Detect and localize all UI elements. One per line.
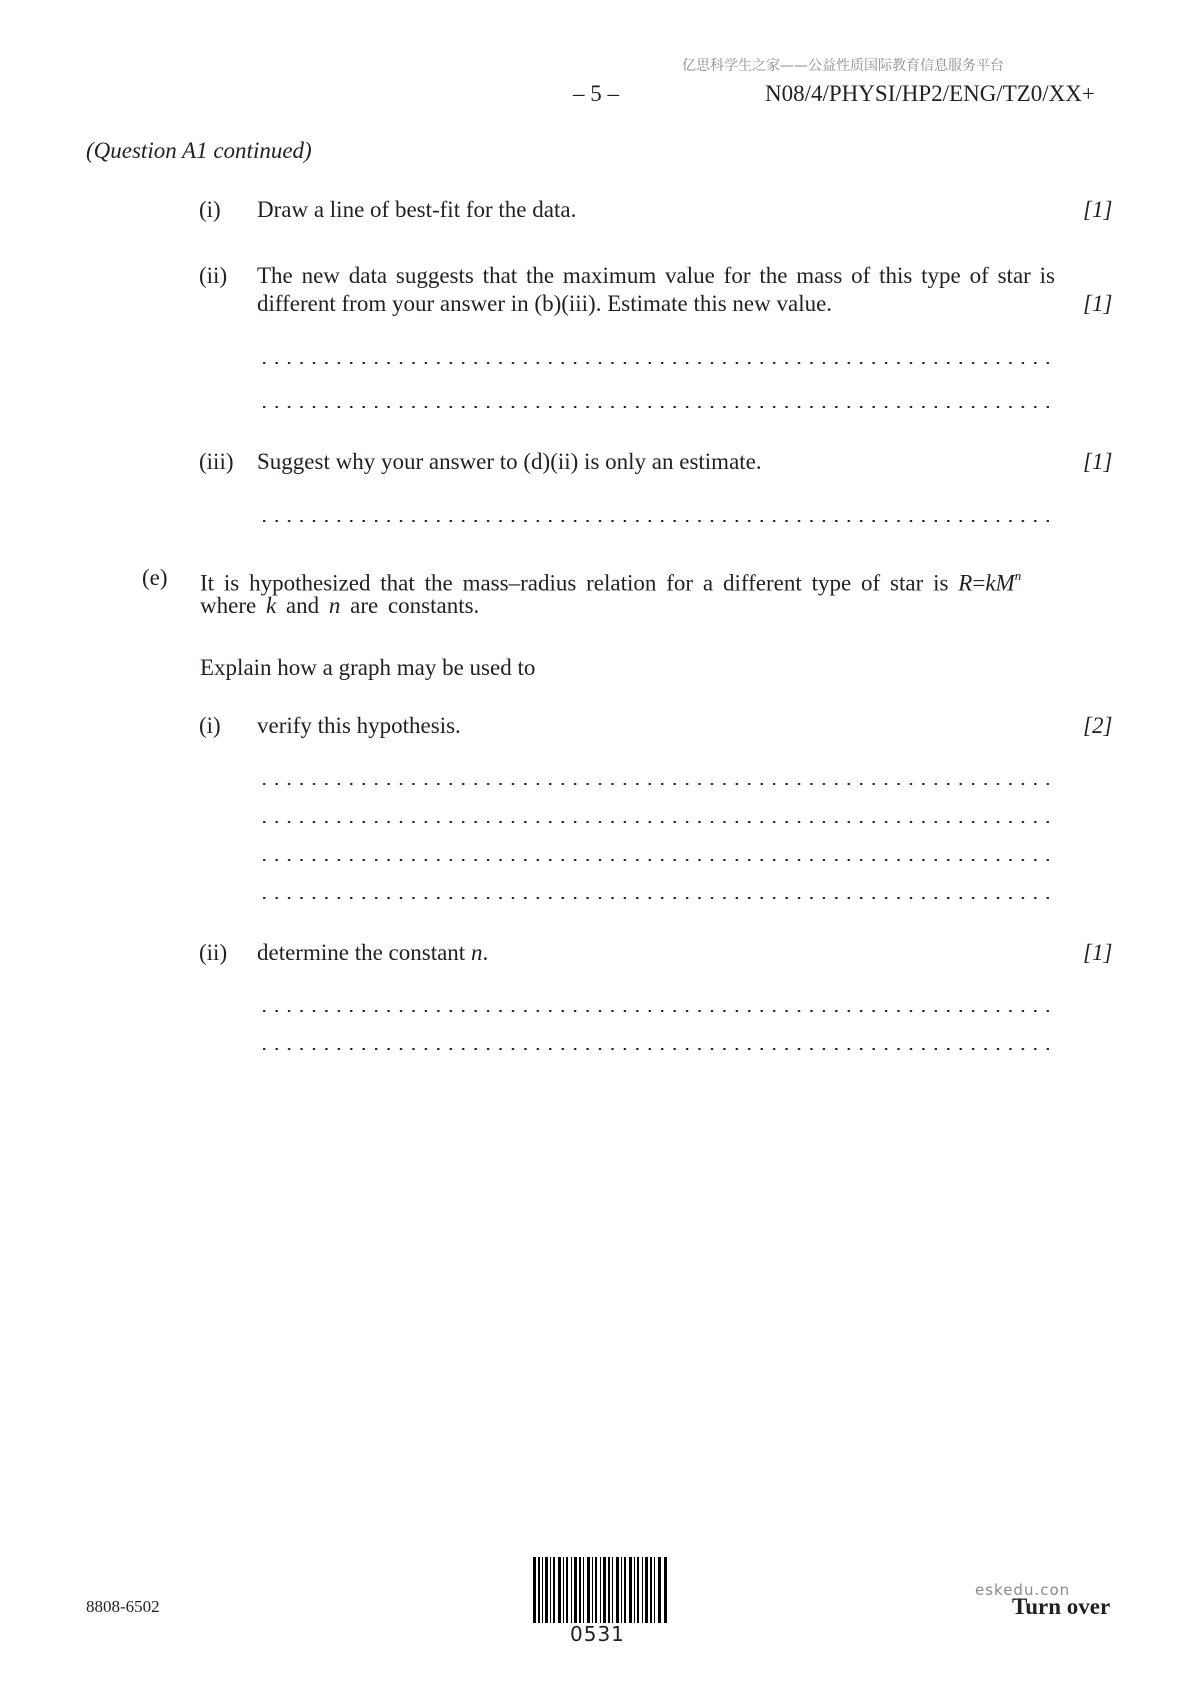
part-d-i-marks: [1]: [1083, 197, 1113, 222]
answer-line[interactable]: [258, 821, 1050, 823]
part-d-i-text: Draw a line of best-fit for the data.: [257, 197, 577, 222]
barcode-number: 0531: [570, 1622, 625, 1646]
part-d-ii-line2: different from your answer in (b)(iii). Estimate this new value.: [257, 291, 833, 316]
formula-exponent-n: n: [1014, 568, 1022, 583]
barcode: [533, 1557, 667, 1623]
formula-equals: =: [972, 570, 986, 596]
part-e-explain: Explain how a graph may be used to: [200, 655, 536, 680]
answer-line[interactable]: [258, 406, 1050, 408]
answer-line[interactable]: [258, 783, 1050, 785]
part-d-ii-number: (ii): [199, 263, 228, 288]
part-e-i-number: (i): [199, 713, 221, 738]
part-e-line2-text: where: [200, 593, 266, 618]
part-e-ii-text-end: .: [482, 940, 489, 965]
part-e-line2: [200, 592, 479, 620]
part-d-ii-line1: The new data suggests that the maximum value for the mass of this type of star is: [257, 263, 1055, 288]
page-number: – 5 –: [573, 81, 619, 106]
symbol-n: n: [470, 940, 483, 965]
part-d-iii-number: (iii): [199, 449, 234, 474]
answer-line[interactable]: [258, 1048, 1050, 1050]
symbol-k: k: [265, 593, 277, 618]
part-e-line2-and: and: [276, 593, 329, 618]
part-d-ii-marks: [1]: [1083, 291, 1113, 316]
part-e-i-marks: [2]: [1083, 713, 1113, 738]
formula-km: kM: [985, 570, 1015, 596]
footer-code: 8808-6502: [86, 1597, 160, 1616]
answer-line[interactable]: [258, 897, 1050, 899]
part-e-i-text: verify this hypothesis.: [257, 713, 461, 738]
watermark-text: 亿思科学生之家——公益性质国际教育信息服务平台: [682, 58, 1004, 74]
answer-line[interactable]: [258, 1010, 1050, 1012]
footer-watermark: eskedu.con: [975, 1581, 1071, 1599]
part-d-iii-marks: [1]: [1083, 449, 1113, 474]
paper-code: N08/4/PHYSI/HP2/ENG/TZ0/XX+: [765, 81, 1095, 106]
formula-r: R: [958, 570, 973, 596]
turn-over-label: Turn over: [1012, 1594, 1111, 1619]
part-e-ii-text: [257, 939, 488, 967]
part-e-line2-end: are constants.: [340, 593, 480, 618]
symbol-n: n: [328, 593, 341, 618]
part-d-i-number: (i): [199, 197, 221, 222]
part-e-ii-text-main: determine the constant: [257, 940, 471, 965]
answer-line[interactable]: [258, 520, 1050, 522]
part-e-line1-text: It is hypothesized that the mass–radius relation for a different type of star is: [200, 570, 959, 596]
continued-label: (Question A1 continued): [86, 138, 312, 163]
part-e-ii-number: (ii): [199, 940, 228, 965]
answer-line[interactable]: [258, 859, 1050, 861]
part-e-number: (e): [142, 565, 168, 590]
part-e-ii-marks: [1]: [1083, 940, 1113, 965]
answer-line[interactable]: [258, 362, 1050, 364]
part-d-iii-text: Suggest why your answer to (d)(ii) is only an estimate.: [257, 449, 762, 474]
